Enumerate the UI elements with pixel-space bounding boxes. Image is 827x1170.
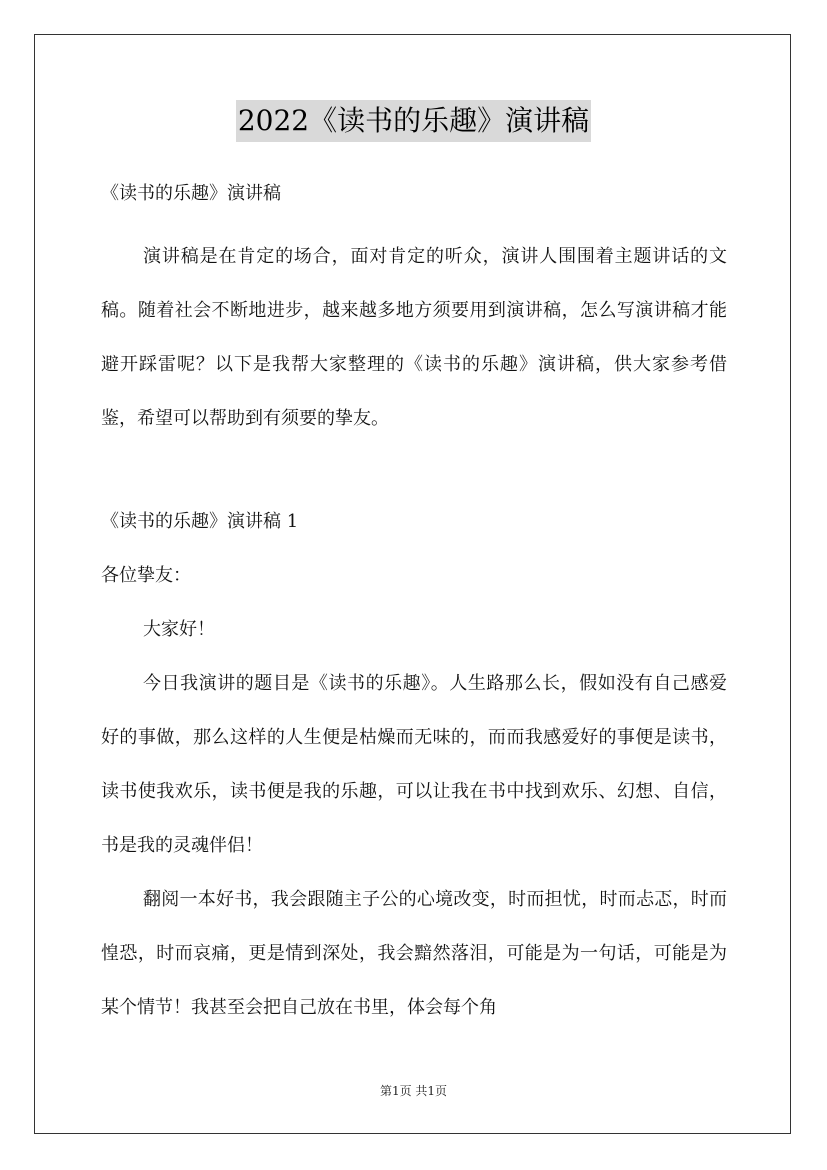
title-container xyxy=(0,100,827,142)
intro-paragraph: 演讲稿是在肯定的场合，面对肯定的听众，演讲人围围着主题讲话的文稿。随着社会不断地进步，越来越多地方须要用到演讲稿，怎么写演讲稿才能避开踩雷呢？以下是我帮大家整理的《读书的乐趣》演讲稿，供大家参考借鉴，希望可以帮助到有须要的挚友。 xyxy=(101,246,727,429)
paragraph-2: 翻阅一本好书，我会跟随主子公的心境改变，时而担忧，时而忐忑，时而惶恐，时而哀痛，更是情到深处，我会黯然落泪，可能是为一句话，可能是为某个情节！我甚至会把自己放在书里，体会每个角 xyxy=(101,889,727,1018)
section-heading: 《读书的乐趣》演讲稿 1 xyxy=(101,511,299,532)
paragraph-1: 今日我演讲的题目是《读书的乐趣》。人生路那么长，假如没有自己感爱好的事做，那么这样的人生便是枯燥而无味的，而而我感爱好的事便是读书，读书使我欢乐，读书便是我的乐趣，可以让我在书中找到欢乐、幻想、自信，书是我的灵魂伴侣！ xyxy=(101,673,727,856)
salutation: 各位挚友： xyxy=(101,565,191,586)
subtitle: 《读书的乐趣》演讲稿 xyxy=(101,183,281,204)
document-title: 2022《读书的乐趣》演讲稿 xyxy=(236,100,591,142)
page-footer: 第1页 共1页 xyxy=(379,1084,448,1098)
greeting: 大家好！ xyxy=(143,619,215,640)
document-body xyxy=(101,176,727,1035)
